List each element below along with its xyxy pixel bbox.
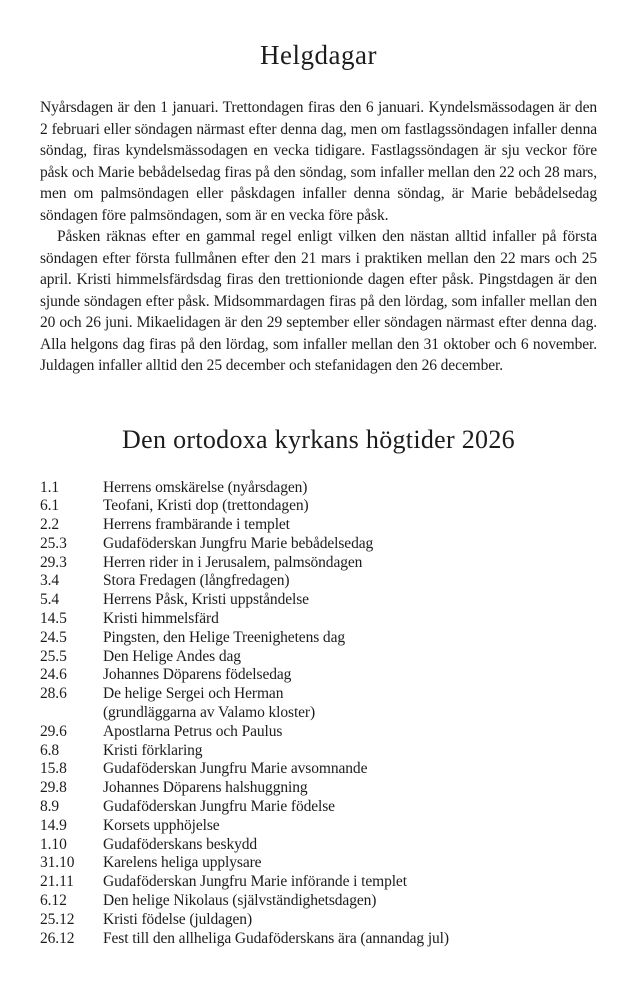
intro-text bbox=[40, 97, 597, 377]
holiday-row bbox=[40, 516, 597, 535]
intro-paragraph-1: Nyårsdagen är den 1 januari. Trettondagen firas den 6 januari. Kyndelsmässodagen är den 2 februari eller söndagen närmast efter denna dag, men om fastlagssöndagen infaller denna söndag, firas kyndelsmässodagen en vecka tidigare. Fastlagssöndagen är sju veckor före påsk och Marie bebådelsedag firas på den söndag, som infaller mellan den 22 och 28 mars, men om palmsöndagen eller påskdagen infaller denna söndag, är Marie bebådelsedag söndagen före palmsöndagen, som är en vecka före påsk. bbox=[40, 99, 597, 224]
holiday-date: 6.12 bbox=[40, 892, 67, 910]
holiday-date: 26.12 bbox=[40, 929, 75, 947]
holiday-name: Kristi förklaring bbox=[103, 741, 203, 759]
holiday-row bbox=[40, 873, 597, 892]
holiday-date: 28.6 bbox=[40, 685, 67, 703]
holiday-row bbox=[40, 554, 597, 573]
holiday-row bbox=[40, 742, 597, 761]
holiday-row bbox=[40, 760, 597, 779]
page-title: Helgdagar bbox=[260, 40, 377, 70]
holiday-name: Kristi födelse (juldagen) bbox=[103, 910, 253, 928]
holiday-row bbox=[40, 535, 597, 554]
holiday-name: (grundläggarna av Valamo kloster) bbox=[103, 704, 316, 722]
holiday-date: 25.5 bbox=[40, 647, 67, 665]
holiday-row bbox=[40, 572, 597, 591]
holiday-row bbox=[40, 723, 597, 742]
holiday-row bbox=[40, 798, 597, 817]
holiday-row bbox=[40, 479, 597, 498]
holiday-date: 6.8 bbox=[40, 741, 60, 759]
holiday-row bbox=[40, 591, 597, 610]
holiday-name: Gudaföderskans beskydd bbox=[103, 835, 258, 853]
holiday-date: 21.11 bbox=[40, 873, 74, 891]
holiday-name: Gudaföderskan Jungfru Marie avsomnande bbox=[103, 760, 368, 778]
holiday-row bbox=[40, 629, 597, 648]
holiday-date: 15.8 bbox=[40, 760, 67, 778]
holiday-row bbox=[40, 817, 597, 836]
holiday-date: 1.1 bbox=[40, 478, 60, 496]
holiday-row bbox=[40, 779, 597, 798]
holiday-name: Teofani, Kristi dop (trettondagen) bbox=[103, 497, 309, 515]
holiday-date: 24.5 bbox=[40, 628, 67, 646]
holiday-row bbox=[40, 930, 597, 949]
holiday-date: 29.6 bbox=[40, 722, 67, 740]
holiday-name: Stora Fredagen (långfredagen) bbox=[103, 572, 290, 590]
holiday-name: Herrens omskärelse (nyårsdagen) bbox=[103, 478, 308, 496]
holiday-row bbox=[40, 836, 597, 855]
section-title: Den ortodoxa kyrkans högtider 2026 bbox=[122, 424, 515, 454]
holiday-name: Herrens Påsk, Kristi uppståndelse bbox=[103, 591, 309, 609]
holiday-date: 29.3 bbox=[40, 553, 67, 571]
holiday-date: 8.9 bbox=[40, 798, 60, 816]
holiday-date: 31.10 bbox=[40, 854, 75, 872]
holiday-name: Apostlarna Petrus och Paulus bbox=[103, 722, 283, 740]
holiday-date: 29.8 bbox=[40, 779, 67, 797]
holiday-row bbox=[40, 854, 597, 873]
holiday-row bbox=[40, 685, 597, 704]
holiday-row bbox=[40, 497, 597, 516]
holiday-date: 25.12 bbox=[40, 910, 75, 928]
holiday-name: Den Helige Andes dag bbox=[103, 647, 241, 665]
holiday-date: 3.4 bbox=[40, 572, 60, 590]
holiday-date: 2.2 bbox=[40, 516, 60, 534]
holiday-date: 5.4 bbox=[40, 591, 60, 609]
holiday-date: 14.9 bbox=[40, 816, 67, 834]
holiday-name: Den helige Nikolaus (självständighetsdagen) bbox=[103, 892, 377, 910]
holiday-row bbox=[40, 610, 597, 629]
holiday-list bbox=[40, 479, 597, 949]
holiday-row bbox=[40, 911, 597, 930]
intro-paragraph-2: Påsken räknas efter en gammal regel enligt vilken den nästan alltid infaller på första söndagen efter första fullmånen efter den 21 mars i praktiken mellan den 22 mars och 25 april. Kristi himmelsfärdsdag firas den trettionionde dagen efter påsk. Pingstdagen är den sjunde söndagen efter påsk. Midsommardagen firas på den lördag, som infaller mellan den 20 och 26 juni. Mikaelidagen är den 29 september eller söndagen närmast efter denna dag. Alla helgons dag firas på den lördag, som infaller mellan den 31 oktober och 6 november. Juldagen infaller alltid den 25 december och stefanidagen den 26 december. bbox=[40, 228, 597, 374]
holiday-row-continuation bbox=[40, 704, 597, 723]
holiday-date: 14.5 bbox=[40, 610, 67, 628]
holiday-name: Kristi himmelsfärd bbox=[103, 610, 219, 628]
holiday-name: De helige Sergei och Herman bbox=[103, 685, 284, 703]
holiday-name: Herren rider in i Jerusalem, palmsöndagen bbox=[103, 553, 363, 571]
holiday-name: Johannes Döparens halshuggning bbox=[103, 779, 308, 797]
holiday-date: 24.6 bbox=[40, 666, 67, 684]
holiday-name: Karelens heliga upplysare bbox=[103, 854, 262, 872]
holiday-name: Gudaföderskan Jungfru Marie födelse bbox=[103, 798, 335, 816]
holiday-name: Korsets upphöjelse bbox=[103, 816, 220, 834]
holiday-name: Pingsten, den Helige Treenighetens dag bbox=[103, 628, 346, 646]
holiday-name: Johannes Döparens födelsedag bbox=[103, 666, 292, 684]
holiday-name: Gudaföderskan Jungfru Marie bebådelsedag bbox=[103, 534, 374, 552]
holiday-row bbox=[40, 648, 597, 667]
holiday-name: Herrens frambärande i templet bbox=[103, 516, 290, 534]
holiday-date: 25.3 bbox=[40, 534, 67, 552]
holiday-date: 6.1 bbox=[40, 497, 60, 515]
holiday-date: 1.10 bbox=[40, 835, 67, 853]
holiday-row bbox=[40, 892, 597, 911]
holiday-name: Fest till den allheliga Gudaföderskans ära (annandag jul) bbox=[103, 929, 449, 947]
holiday-row bbox=[40, 666, 597, 685]
holiday-name: Gudaföderskan Jungfru Marie införande i templet bbox=[103, 873, 407, 891]
